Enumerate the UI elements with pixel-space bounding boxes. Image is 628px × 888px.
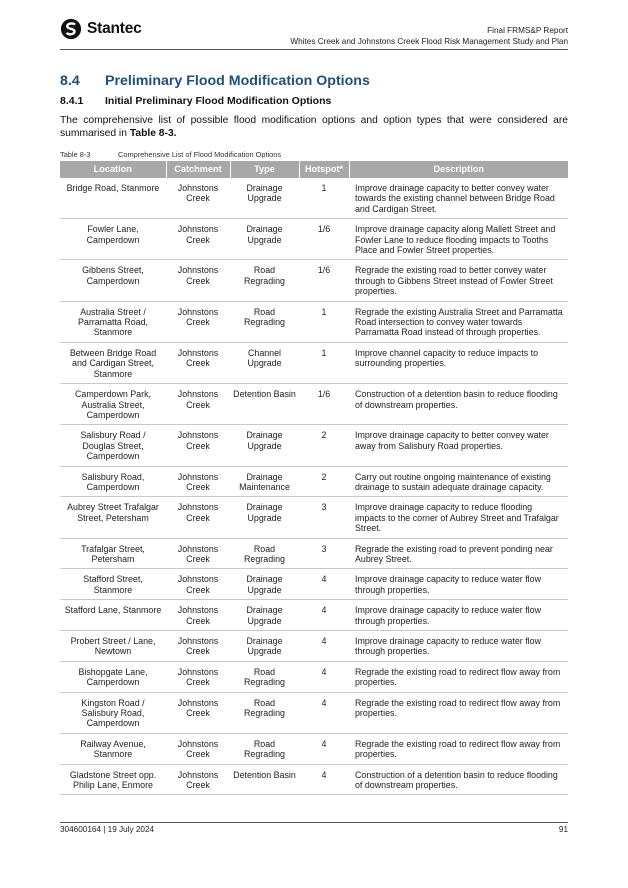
type-cell: Channel Upgrade <box>230 342 299 383</box>
catchment-cell: Johnstons Creek <box>166 425 230 466</box>
description-cell: Construction of a detention basin to reduce flooding of downstream properties. <box>349 764 568 795</box>
intro-text: The comprehensive list of possible flood modification options and option types that were considered are summarised in <box>60 115 568 139</box>
location-cell: Bridge Road, Stanmore <box>60 178 166 219</box>
description-cell: Improve drainage capacity to reduce water flow through properties. <box>349 569 568 600</box>
location-cell: Railway Avenue, Stanmore <box>60 733 166 764</box>
location-cell: Stafford Lane, Stanmore <box>60 600 166 631</box>
hotspot-cell: 1 <box>299 301 349 342</box>
type-cell: Road Regrading <box>230 661 299 692</box>
catchment-cell: Johnstons Creek <box>166 764 230 795</box>
description-cell: Carry out routine ongoing maintenance of existing drainage to sustain adequate drainage capacity. <box>349 466 568 497</box>
table-row <box>60 425 568 466</box>
section-heading <box>60 73 370 89</box>
catchment-cell: Johnstons Creek <box>166 631 230 662</box>
description-cell: Improve drainage capacity to better convey water towards the existing channel between Bridge Road and Cardigan Street. <box>349 178 568 219</box>
catchment-cell: Johnstons Creek <box>166 538 230 569</box>
catchment-cell: Johnstons Creek <box>166 466 230 497</box>
table-row <box>60 692 568 733</box>
catchment-cell: Johnstons Creek <box>166 497 230 538</box>
column-header: Location <box>60 161 166 178</box>
catchment-cell: Johnstons Creek <box>166 178 230 219</box>
hotspot-cell: 1/6 <box>299 384 349 425</box>
table-row <box>60 384 568 425</box>
subsection-heading <box>60 95 331 107</box>
catchment-cell: Johnstons Creek <box>166 661 230 692</box>
catchment-cell: Johnstons Creek <box>166 733 230 764</box>
location-cell: Bishopgate Lane, Camperdown <box>60 661 166 692</box>
stantec-logo-icon <box>60 18 82 40</box>
catchment-cell: Johnstons Creek <box>166 301 230 342</box>
description-cell: Improve drainage capacity to reduce water flow through properties. <box>349 600 568 631</box>
caption-title: Comprehensive List of Flood Modification Options <box>118 150 282 159</box>
location-cell: Probert Street / Lane, Newtown <box>60 631 166 662</box>
description-cell: Regrade the existing road to redirect flow away from properties. <box>349 692 568 733</box>
report-header <box>290 26 568 47</box>
table-row <box>60 631 568 662</box>
description-cell: Regrade the existing Australia Street and Parramatta Road intersection to convey water towards Parramatta Road instead of through properties. <box>349 301 568 342</box>
logo-text: Stantec <box>87 20 142 37</box>
location-cell: Kingston Road / Salisbury Road, Camperdown <box>60 692 166 733</box>
table-row <box>60 733 568 764</box>
hotspot-cell: 4 <box>299 661 349 692</box>
description-cell: Improve drainage capacity to reduce flooding impacts to the corner of Aubrey Street and Trafalgar Street. <box>349 497 568 538</box>
table-row <box>60 497 568 538</box>
table-row <box>60 661 568 692</box>
caption-number: Table 8-3 <box>60 150 91 159</box>
table-row <box>60 342 568 383</box>
header-divider <box>60 49 568 50</box>
location-cell: Australia Street / Parramatta Road, Stanmore <box>60 301 166 342</box>
catchment-cell: Johnstons Creek <box>166 692 230 733</box>
hotspot-cell: 1 <box>299 342 349 383</box>
hotspot-cell: 1 <box>299 178 349 219</box>
type-cell: Drainage Upgrade <box>230 631 299 662</box>
type-cell: Detention Basin <box>230 764 299 795</box>
table-row <box>60 301 568 342</box>
location-cell: Gladstone Street opp. Philip Lane, Enmore <box>60 764 166 795</box>
type-cell: Road Regrading <box>230 692 299 733</box>
catchment-cell: Johnstons Creek <box>166 219 230 260</box>
description-cell: Regrade the existing road to better convey water through to Gibbens Street instead of Fowler Street properties. <box>349 260 568 301</box>
catchment-cell: Johnstons Creek <box>166 260 230 301</box>
hotspot-cell: 4 <box>299 764 349 795</box>
location-cell: Camperdown Park, Australia Street, Camperdown <box>60 384 166 425</box>
table-caption <box>60 150 281 159</box>
hotspot-cell: 4 <box>299 600 349 631</box>
hotspot-cell: 1/6 <box>299 260 349 301</box>
stantec-logo <box>60 18 142 40</box>
description-cell: Regrade the existing road to redirect flow away from properties. <box>349 733 568 764</box>
column-header: Type <box>230 161 299 178</box>
description-cell: Improve drainage capacity along Mallett Street and Fowler Lane to reduce flooding impacts to Tooths Place and Fowler Street properties. <box>349 219 568 260</box>
catchment-cell: Johnstons Creek <box>166 569 230 600</box>
location-cell: Trafalgar Street, Petersham <box>60 538 166 569</box>
type-cell: Drainage Upgrade <box>230 569 299 600</box>
description-cell: Improve drainage capacity to better convey water away from Salisbury Road properties. <box>349 425 568 466</box>
location-cell: Salisbury Road, Camperdown <box>60 466 166 497</box>
hotspot-cell: 4 <box>299 692 349 733</box>
subsection-title: Initial Preliminary Flood Modification Options <box>105 95 332 107</box>
location-cell: Aubrey Street Trafalgar Street, Petersham <box>60 497 166 538</box>
type-cell: Drainage Upgrade <box>230 178 299 219</box>
table-body <box>60 178 568 795</box>
hotspot-cell: 3 <box>299 538 349 569</box>
type-cell: Drainage Upgrade <box>230 600 299 631</box>
hotspot-cell: 2 <box>299 466 349 497</box>
location-cell: Fowler Lane, Camperdown <box>60 219 166 260</box>
subsection-number: 8.4.1 <box>60 95 84 107</box>
type-cell: Road Regrading <box>230 733 299 764</box>
table-row <box>60 260 568 301</box>
table-row <box>60 600 568 631</box>
hotspot-cell: 3 <box>299 497 349 538</box>
hotspot-cell: 4 <box>299 733 349 764</box>
section-number: 8.4 <box>60 73 80 89</box>
location-cell: Stafford Street, Stanmore <box>60 569 166 600</box>
type-cell: Drainage Upgrade <box>230 425 299 466</box>
hotspot-cell: 1/6 <box>299 219 349 260</box>
location-cell: Salisbury Road / Douglas Street, Camperdown <box>60 425 166 466</box>
type-cell: Road Regrading <box>230 538 299 569</box>
table-header-row <box>60 161 568 178</box>
report-title: Final FRMS&P Report <box>487 26 568 35</box>
table-row <box>60 219 568 260</box>
description-cell: Improve drainage capacity to reduce water flow through properties. <box>349 631 568 662</box>
table-row <box>60 569 568 600</box>
intro-paragraph <box>60 114 568 140</box>
column-header: Catchment <box>166 161 230 178</box>
location-cell: Gibbens Street, Camperdown <box>60 260 166 301</box>
table-row <box>60 178 568 219</box>
hotspot-cell: 4 <box>299 631 349 662</box>
column-header: Description <box>349 161 568 178</box>
hotspot-cell: 2 <box>299 425 349 466</box>
page-number: 91 <box>558 825 568 834</box>
table-row <box>60 764 568 795</box>
catchment-cell: Johnstons Creek <box>166 384 230 425</box>
table-row <box>60 466 568 497</box>
flood-options-table <box>60 161 568 795</box>
description-cell: Improve channel capacity to reduce impacts to surrounding properties. <box>349 342 568 383</box>
description-cell: Construction of a detention basin to reduce flooding of downstream properties. <box>349 384 568 425</box>
column-header: Hotspot* <box>299 161 349 178</box>
document-reference: 304600164 | 19 July 2024 <box>60 825 155 834</box>
footer-divider <box>60 822 568 823</box>
description-cell: Regrade the existing road to prevent ponding near Aubrey Street. <box>349 538 568 569</box>
catchment-cell: Johnstons Creek <box>166 342 230 383</box>
report-subtitle: Whites Creek and Johnstons Creek Flood Risk Management Study and Plan <box>290 36 568 46</box>
description-cell: Regrade the existing road to redirect flow away from properties. <box>349 661 568 692</box>
table-reference: Table 8-3. <box>129 128 177 139</box>
type-cell: Road Regrading <box>230 260 299 301</box>
type-cell: Drainage Maintenance <box>230 466 299 497</box>
table-row <box>60 538 568 569</box>
section-title: Preliminary Flood Modification Options <box>105 73 370 89</box>
type-cell: Road Regrading <box>230 301 299 342</box>
catchment-cell: Johnstons Creek <box>166 600 230 631</box>
type-cell: Drainage Upgrade <box>230 497 299 538</box>
type-cell: Drainage Upgrade <box>230 219 299 260</box>
location-cell: Between Bridge Road and Cardigan Street, Stanmore <box>60 342 166 383</box>
hotspot-cell: 4 <box>299 569 349 600</box>
type-cell: Detention Basin <box>230 384 299 425</box>
